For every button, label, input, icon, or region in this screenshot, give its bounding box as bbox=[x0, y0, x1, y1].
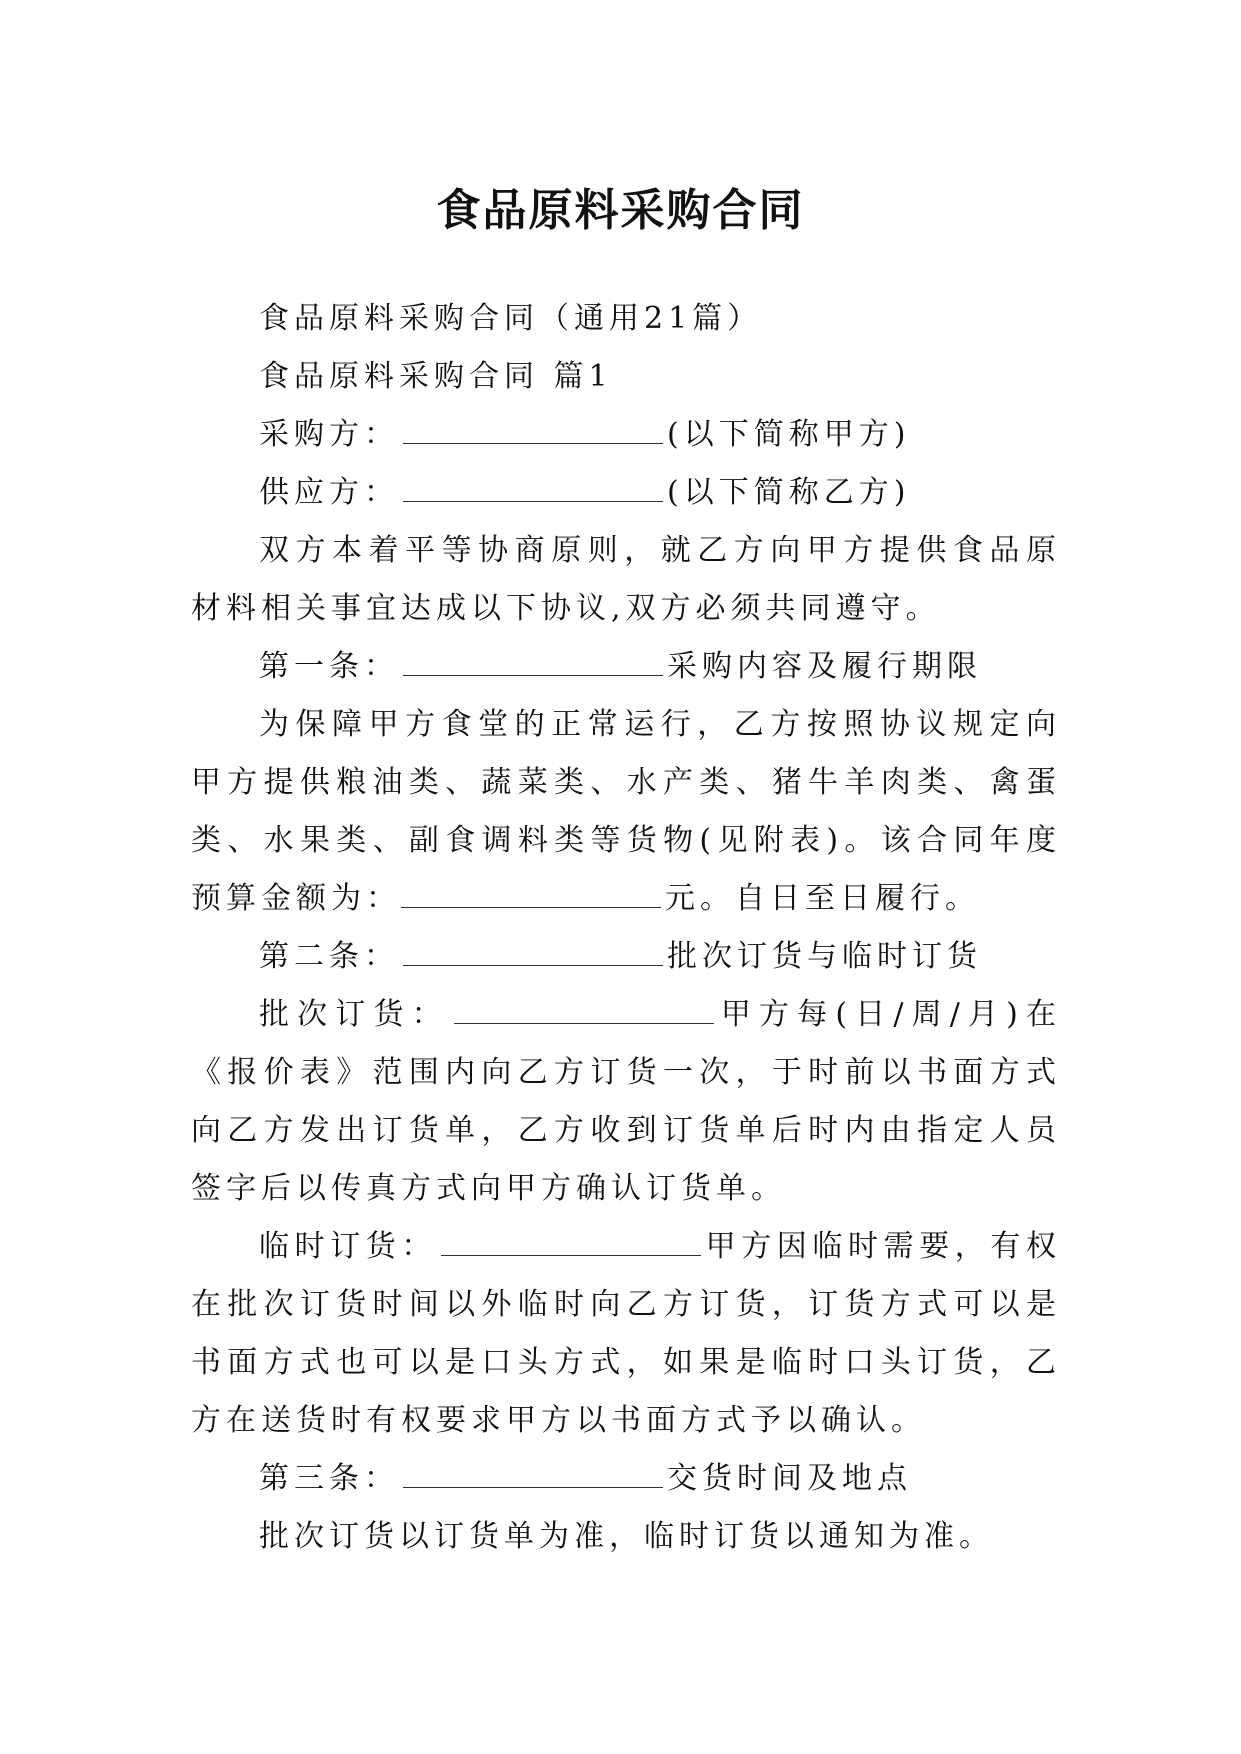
batch-order-label: 批次订货： bbox=[259, 997, 450, 1032]
article-3-title: 交货时间及地点 bbox=[667, 1461, 912, 1496]
purchaser-blank bbox=[403, 421, 663, 444]
supplier-line bbox=[191, 464, 1061, 522]
batch-order-blank bbox=[454, 1001, 714, 1024]
temp-order-blank bbox=[441, 1233, 701, 1256]
article-2-heading bbox=[191, 928, 1061, 986]
article-3-paragraph bbox=[191, 1508, 1061, 1566]
supplier-label: 供应方： bbox=[259, 475, 399, 510]
supplier-blank bbox=[403, 479, 663, 502]
article-1-title: 采购内容及履行期限 bbox=[667, 649, 982, 684]
article-1-tail: 元。自日至日履行。 bbox=[665, 881, 980, 916]
document-body bbox=[191, 290, 1061, 1566]
temp-order-paragraph bbox=[191, 1218, 1061, 1450]
article-1-paragraph bbox=[191, 696, 1061, 928]
article-1-blank bbox=[403, 653, 663, 676]
budget-blank bbox=[401, 885, 661, 908]
purchaser-line bbox=[191, 406, 1061, 464]
article-3-label: 第三条： bbox=[259, 1461, 399, 1496]
section-heading-text: 食品原料采购合同 篇1 bbox=[259, 359, 613, 394]
article-1-heading bbox=[191, 638, 1061, 696]
temp-order-text: 甲方因临时需要，有权在批次订货时间以外临时向乙方订货，订货方式可以是书面方式也可以是口头方式，如果是临时口头订货，乙方在送货时有权要求甲方以书面方式予以确认。 bbox=[191, 1229, 1061, 1438]
article-3-blank bbox=[403, 1465, 663, 1488]
purchaser-label: 采购方： bbox=[259, 417, 399, 452]
agreement-paragraph bbox=[191, 522, 1061, 638]
article-3-heading bbox=[191, 1450, 1061, 1508]
section-heading bbox=[191, 348, 1061, 406]
temp-order-label: 临时订货： bbox=[259, 1229, 437, 1264]
article-3-text: 批次订货以订货单为准，临时订货以通知为准。 bbox=[259, 1519, 994, 1554]
article-1-label: 第一条： bbox=[259, 649, 399, 684]
agreement-text: 双方本着平等协商原则，就乙方向甲方提供食品原材料相关事宜达成以下协议,双方必须共同遵守。 bbox=[191, 533, 1061, 626]
batch-order-text: 甲方每(日/周/月)在《报价表》范围内向乙方订货一次，于时前以书面方式向乙方发出订货单，乙方收到订货单后时内由指定人员签字后以传真方式向甲方确认订货单。 bbox=[191, 997, 1062, 1206]
article-2-title: 批次订货与临时订货 bbox=[667, 939, 982, 974]
article-2-label: 第二条： bbox=[259, 939, 399, 974]
subtitle-text: 食品原料采购合同（通用21篇） bbox=[259, 301, 763, 336]
batch-order-paragraph bbox=[191, 986, 1061, 1218]
supplier-note: (以下简称乙方) bbox=[667, 475, 911, 510]
article-2-blank bbox=[403, 943, 663, 966]
document-title: 食品原料采购合同 bbox=[436, 185, 805, 237]
article-1-text: 为保障甲方食堂的正常运行，乙方按照协议规定向甲方提供粮油类、蔬菜类、水产类、猪牛羊肉类、禽蛋类、水果类、副食调料类等货物(见附表)。该合同年度预算金额为： bbox=[191, 707, 1061, 916]
subtitle-paragraph bbox=[191, 290, 1061, 348]
purchaser-note: (以下简称甲方) bbox=[667, 417, 911, 452]
